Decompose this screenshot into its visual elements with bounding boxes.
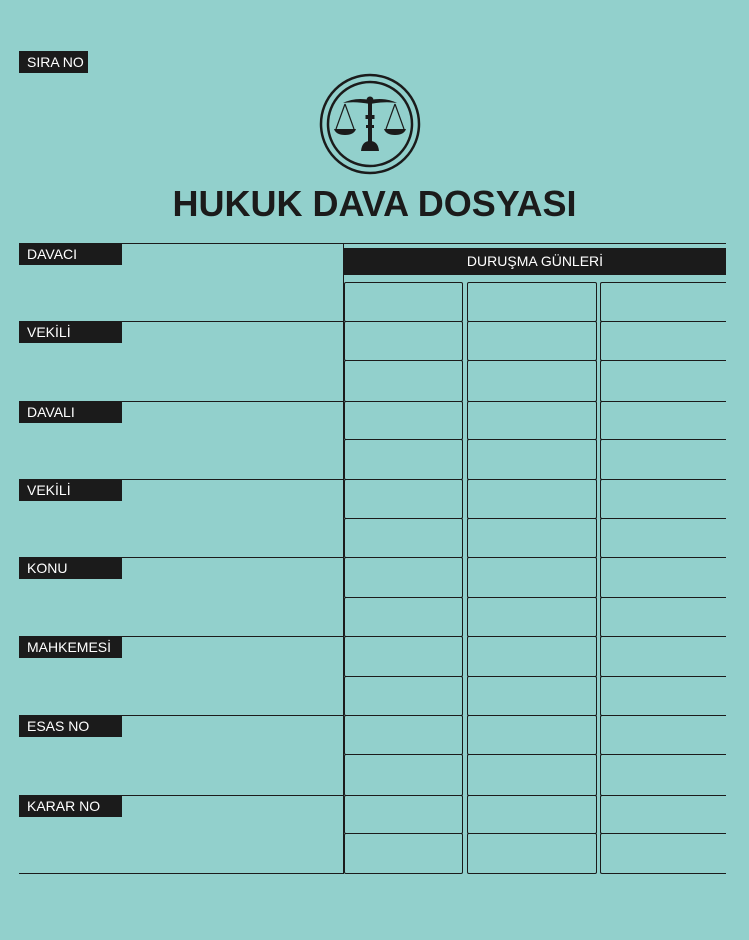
hearing-date-cell[interactable] — [600, 321, 726, 361]
hearing-date-cell[interactable] — [467, 518, 597, 558]
hearing-date-cell[interactable] — [600, 401, 726, 440]
field-divider — [19, 321, 344, 322]
field-divider — [19, 636, 344, 637]
hearing-date-cell[interactable] — [344, 282, 463, 322]
hearing-date-cell[interactable] — [344, 439, 463, 480]
hearing-date-cell[interactable] — [600, 518, 726, 558]
hearing-date-cell[interactable] — [467, 479, 597, 519]
hearing-date-cell[interactable] — [600, 833, 726, 874]
scales-of-justice-icon — [319, 73, 421, 175]
hearing-date-cell[interactable] — [600, 795, 726, 834]
hearing-date-cell[interactable] — [600, 636, 726, 677]
hearing-date-cell[interactable] — [467, 754, 597, 796]
hearing-date-cell[interactable] — [467, 321, 597, 361]
hearing-date-cell[interactable] — [600, 676, 726, 716]
field-divider — [19, 479, 344, 480]
field-label-6: MAHKEMESİ — [19, 636, 122, 658]
field-label-3: DAVALI — [19, 401, 122, 423]
hearing-date-cell[interactable] — [467, 557, 597, 598]
hearing-date-cell[interactable] — [467, 282, 597, 322]
hearing-date-cell[interactable] — [344, 795, 463, 834]
hearing-date-cell[interactable] — [344, 479, 463, 519]
hearing-date-cell[interactable] — [467, 676, 597, 716]
field-divider — [19, 873, 344, 874]
hearing-date-cell[interactable] — [467, 715, 597, 755]
field-label-7: ESAS NO — [19, 715, 122, 737]
hearing-date-cell[interactable] — [600, 282, 726, 322]
hearing-date-cell[interactable] — [600, 597, 726, 637]
document-title: HUKUK DAVA DOSYASI — [172, 183, 577, 224]
hearing-date-cell[interactable] — [344, 360, 463, 402]
hearing-date-cell[interactable] — [344, 401, 463, 440]
hearing-date-cell[interactable] — [600, 557, 726, 598]
hearing-date-cell[interactable] — [467, 401, 597, 440]
field-label-4: VEKİLİ — [19, 479, 122, 501]
hearing-date-cell[interactable] — [600, 715, 726, 755]
hearing-date-cell[interactable] — [344, 833, 463, 874]
hearing-date-cell[interactable] — [600, 439, 726, 480]
form-top-border — [19, 243, 726, 244]
field-label-2: VEKİLİ — [19, 321, 122, 343]
field-label-8: KARAR NO — [19, 795, 122, 817]
hearing-date-cell[interactable] — [600, 479, 726, 519]
sira-no-label: SIRA NO — [19, 51, 88, 73]
hearing-date-cell[interactable] — [467, 360, 597, 402]
hearing-date-cell[interactable] — [600, 754, 726, 796]
field-label-1: DAVACI — [19, 243, 122, 265]
field-label-5: KONU — [19, 557, 122, 579]
field-divider — [19, 401, 344, 402]
hearing-date-cell[interactable] — [344, 676, 463, 716]
hearing-date-cell[interactable] — [344, 715, 463, 755]
hearing-date-cell[interactable] — [344, 557, 463, 598]
hearing-date-cell[interactable] — [467, 439, 597, 480]
field-divider — [19, 557, 344, 558]
hearing-date-cell[interactable] — [467, 833, 597, 874]
hearing-date-cell[interactable] — [344, 597, 463, 637]
hearing-date-cell[interactable] — [467, 636, 597, 677]
field-divider — [19, 795, 344, 796]
hearing-date-cell[interactable] — [344, 636, 463, 677]
hearing-date-cell[interactable] — [600, 360, 726, 402]
hearing-date-cell[interactable] — [344, 754, 463, 796]
hearing-dates-header: DURUŞMA GÜNLERİ — [344, 248, 726, 275]
hearing-date-cell[interactable] — [344, 321, 463, 361]
hearing-date-cell[interactable] — [344, 518, 463, 558]
field-divider — [19, 715, 344, 716]
hearing-date-cell[interactable] — [467, 597, 597, 637]
hearing-date-cell[interactable] — [467, 795, 597, 834]
